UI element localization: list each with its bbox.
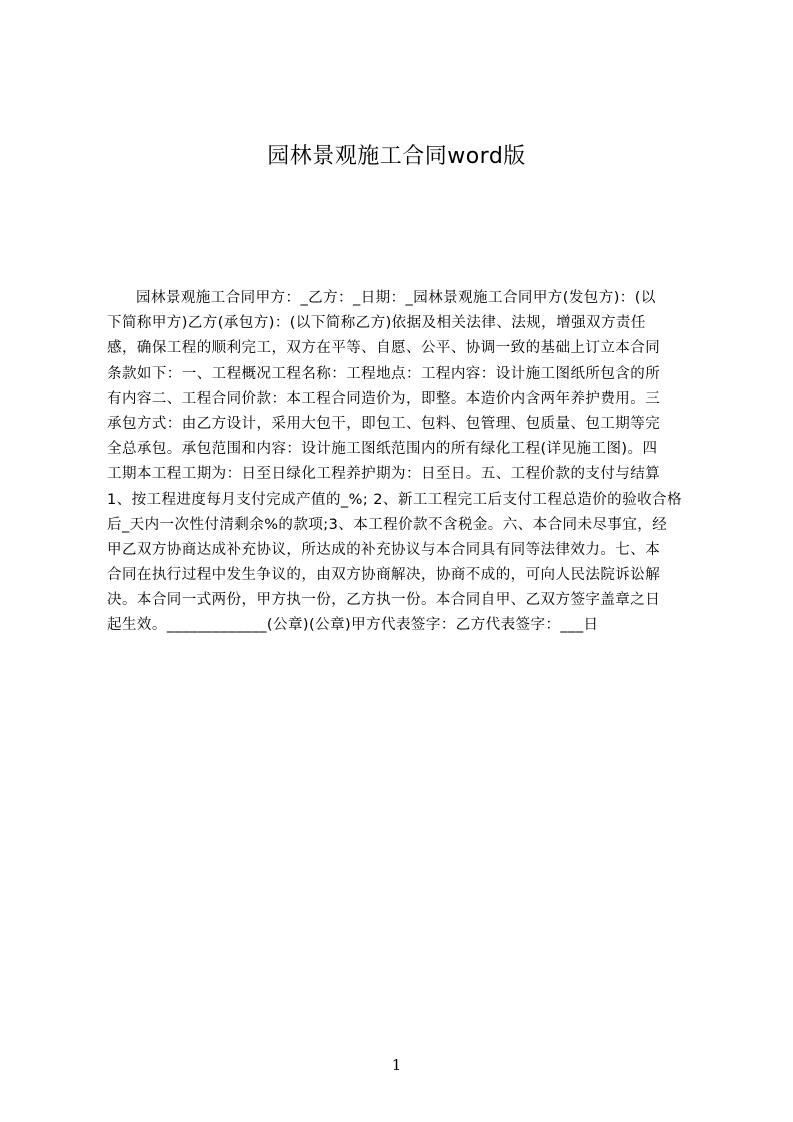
document-title: 园林景观施工合同word版 <box>267 144 526 169</box>
body-line: 起生效。_____________(公章)(公章)甲方代表签字：乙方代表签字：___日 <box>107 617 599 634</box>
body-line: 决。本合同一式两份，甲方执一份，乙方执一份。本合同自甲、乙双方签字盖章之日 <box>107 592 661 609</box>
body-line: 合同在执行过程中发生争议的，由双方协商解决，协商不成的，可向人民法院诉讼解 <box>107 567 661 584</box>
body-line: 后_天内一次性付清剩余%的款项;3、本工程价款不含税金。六、本合同未尽事宜，经 <box>107 516 668 533</box>
contract-body <box>107 286 699 639</box>
body-line: 园林景观施工合同甲方：_乙方：_日期：_园林景观施工合同甲方(发包方)：(以 <box>136 290 656 306</box>
body-line: 条款如下：一、工程概况工程名称：工程地点：工程内容：设计施工图纸所包含的所 <box>107 365 661 382</box>
body-line: 有内容二、工程合同价款：本工程合同造价为，即整。本造价内含两年养护费用。三 <box>107 390 661 407</box>
body-line: 全总承包。承包范围和内容：设计施工图纸范围内的所有绿化工程(详见施工图)。四 <box>107 441 658 458</box>
body-line: 下简称甲方)乙方(承包方)：(以下简称乙方)依据及相关法律、法规，增强双方责任 <box>107 315 646 332</box>
body-line: 感，确保工程的顺利完工，双方在平等、自愿、公平、协调一致的基础上订立本合同 <box>107 340 661 357</box>
body-line: 1、按工程进度每月支付完成产值的_%; 2、新工工程完工后支付工程总造价的验收合格 <box>107 491 682 508</box>
body-line: 甲乙双方协商达成补充协议，所达成的补充协议与本合同具有同等法律效力。七、本 <box>107 541 661 558</box>
page-number: 1 <box>391 1056 402 1074</box>
body-line: 工期本工程工期为：日至日绿化工程养护期为：日至日。五、工程价款的支付与结算 <box>107 466 661 483</box>
body-line: 承包方式：由乙方设计，采用大包干，即包工、包料、包管理、包质量、包工期等完 <box>107 415 661 432</box>
